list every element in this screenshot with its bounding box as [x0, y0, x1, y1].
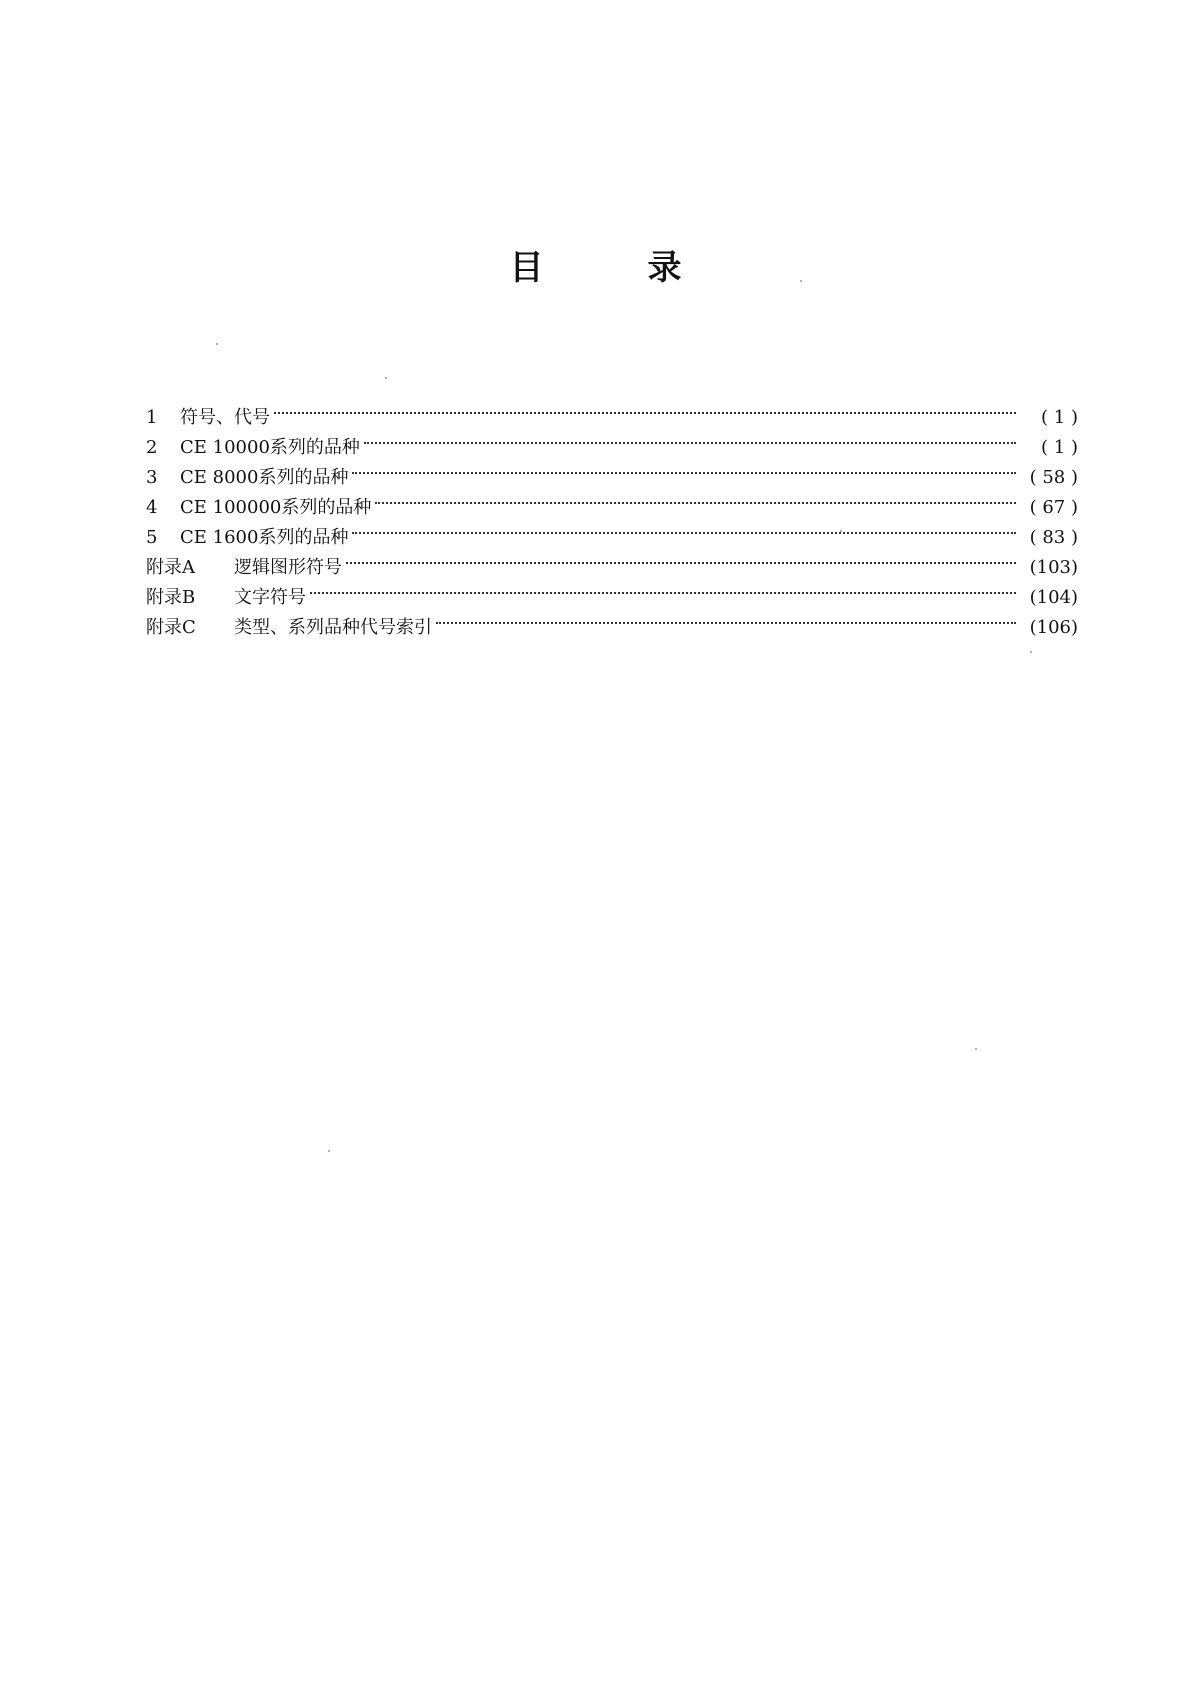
- toc-entry-page: ( 67 ): [1029, 497, 1078, 518]
- toc-entry-number: 4: [146, 497, 158, 518]
- toc-entry-page: (106): [1029, 617, 1078, 638]
- toc-entry-page: (104): [1029, 587, 1078, 608]
- scan-speck: [975, 1048, 977, 1050]
- dot-leader: [310, 573, 1016, 603]
- toc-entry-page: ( 83 ): [1029, 527, 1078, 548]
- page-title: [0, 240, 1191, 289]
- title-char-1: 目: [509, 248, 544, 288]
- toc-entry-title: CE 1600系列的品种: [180, 527, 349, 548]
- toc-entry-page: ( 58 ): [1029, 467, 1078, 488]
- toc-entry[interactable]: [146, 423, 1078, 458]
- toc-entry-number: 附录B: [146, 587, 196, 608]
- toc-entry-number: 附录A: [146, 557, 195, 578]
- scan-speck: [216, 343, 218, 345]
- toc-entry-title: CE 8000系列的品种: [180, 467, 349, 488]
- dot-leader: [375, 483, 1016, 513]
- dot-leader: [436, 603, 1016, 633]
- toc-entry-page: (103): [1029, 557, 1078, 578]
- table-of-contents: [146, 393, 1078, 638]
- dot-leader: [274, 393, 1016, 423]
- toc-entry[interactable]: [146, 393, 1078, 428]
- dot-leader: [352, 453, 1016, 483]
- scan-speck: [328, 1150, 330, 1152]
- toc-entry-page: ( 1 ): [1041, 407, 1078, 428]
- toc-entry-title: 文字符号: [234, 587, 306, 608]
- title-char-2: 录: [647, 248, 682, 288]
- scan-speck: [840, 530, 842, 532]
- toc-entry-page: ( 1 ): [1041, 437, 1078, 458]
- toc-entry-title: 类型、系列品种代号索引: [234, 617, 432, 638]
- toc-entry-title: 逻辑图形符号: [234, 557, 342, 578]
- toc-entry-number: 1: [146, 407, 158, 428]
- toc-entry-title: CE 100000系列的品种: [180, 497, 372, 518]
- toc-entry-number: 5: [146, 527, 158, 548]
- toc-entry-title: 符号、代号: [180, 407, 270, 428]
- scan-speck: [800, 280, 802, 282]
- dot-leader: [346, 543, 1016, 573]
- scan-speck: [1030, 651, 1032, 653]
- dot-leader: [352, 513, 1016, 543]
- dot-leader: [364, 423, 1016, 453]
- toc-entry-number: 2: [146, 437, 158, 458]
- scan-speck: [385, 377, 387, 379]
- toc-entry-title: CE 10000系列的品种: [180, 437, 360, 458]
- toc-entry-number: 附录C: [146, 617, 196, 638]
- toc-entry-number: 3: [146, 467, 158, 488]
